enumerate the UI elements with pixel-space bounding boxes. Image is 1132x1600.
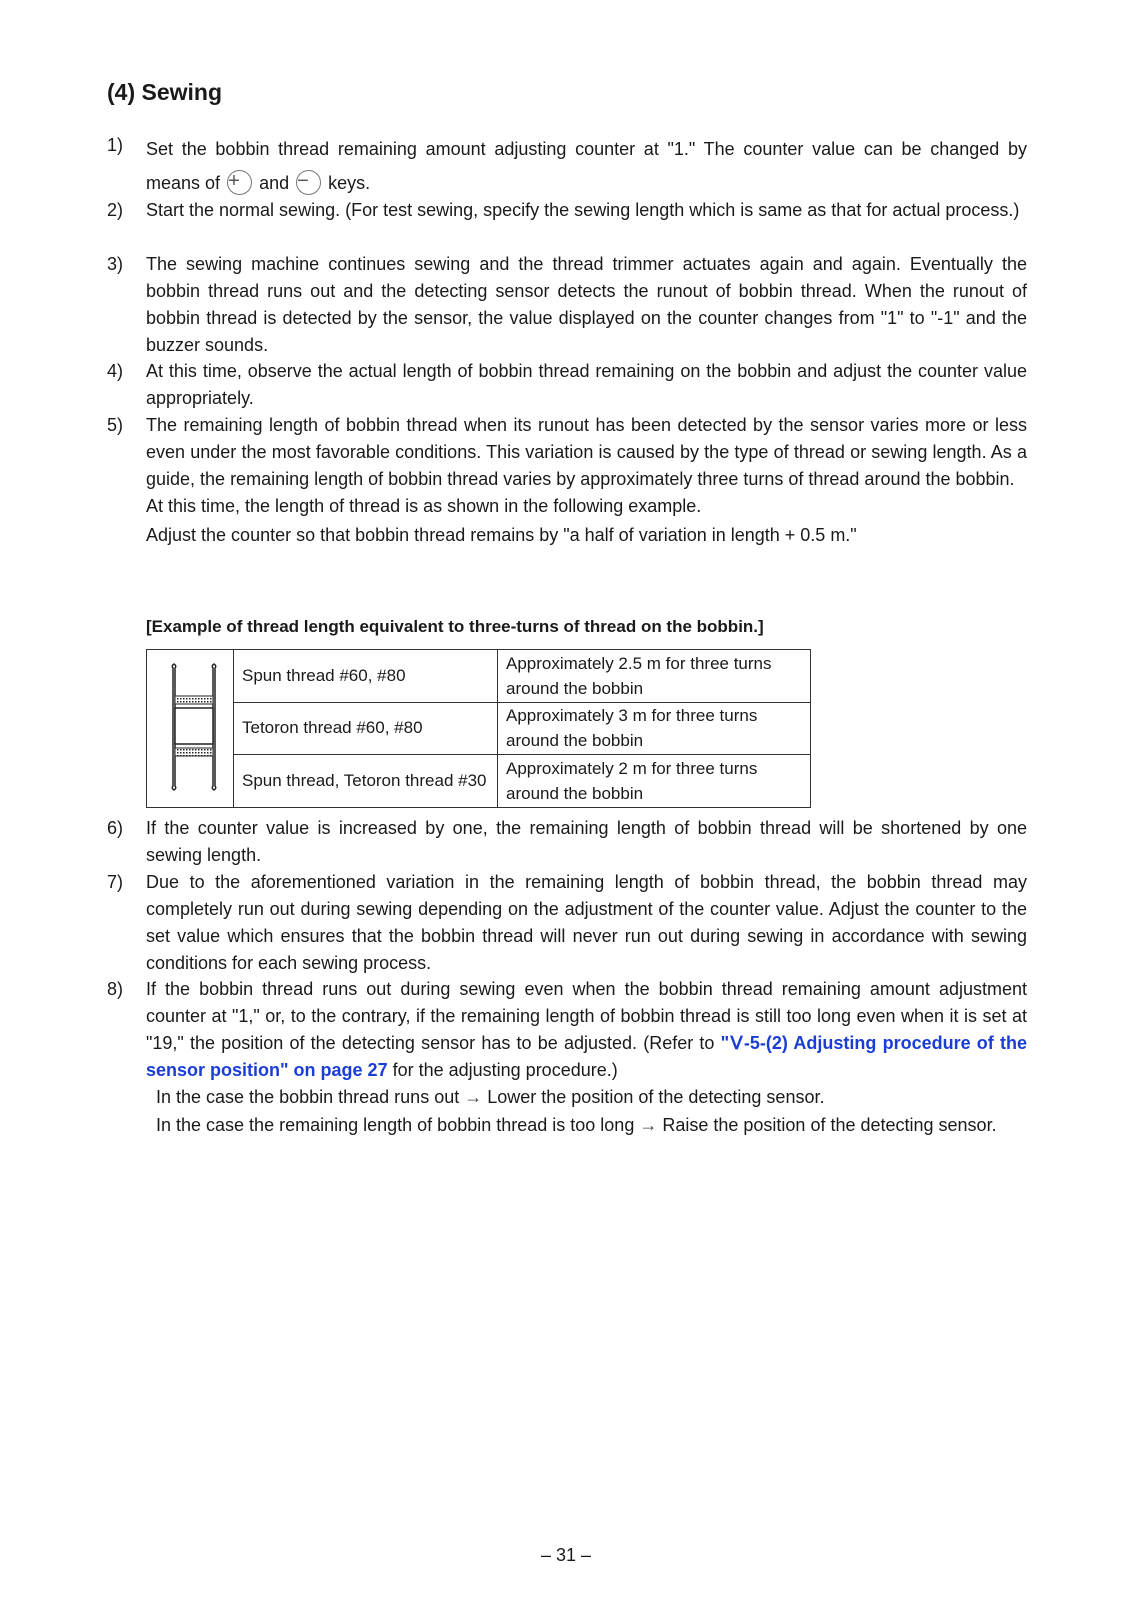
plus-key-icon: + [227, 170, 252, 195]
case-result: Raise the position of the detecting sensor. [662, 1115, 997, 1135]
step-number: 5) [107, 415, 124, 435]
step-5 [107, 412, 1027, 549]
table-row [147, 650, 811, 703]
page-number: – 31 – [540, 1545, 592, 1565]
step-number: 4) [107, 361, 124, 381]
case-text: In the case the remaining length of bobbin thread is too long [156, 1115, 635, 1135]
step-number: 6) [107, 818, 124, 838]
case-text: In the case the bobbin thread runs out [156, 1087, 460, 1107]
step-text: If the counter value is increased by one, the remaining length of bobbin thread will be shortened by one sewing length. [146, 818, 1027, 865]
step-number: 8) [107, 979, 124, 999]
thread-length-cell: Approximately 2.5 m for three turns around the bobbin [498, 650, 811, 703]
step-number: 1) [107, 135, 124, 155]
bobbin-image-cell [147, 650, 234, 808]
step-1 [107, 132, 1027, 200]
step-text: At this time, observe the actual length of bobbin thread remaining on the bobbin and adjust the counter value appropriately. [146, 361, 1027, 408]
case-too-long [156, 1112, 1046, 1139]
step-number: 3) [107, 254, 124, 274]
thread-type-cell: Spun thread #60, #80 [234, 650, 498, 703]
table-row [147, 702, 811, 755]
step-number: 7) [107, 872, 124, 892]
step-text: The remaining length of bobbin thread when its runout has been detected by the sensor varies more or less even under the most favorable conditions. This variation is caused by the type of thread or sewing length. As a guide, the remaining length of bobbin thread varies by approximately three turns of thread around the bobbin. [146, 415, 1027, 489]
section-heading: (4) Sewing [107, 79, 223, 105]
thread-length-cell: Approximately 3 m for three turns around the bobbin [498, 702, 811, 755]
right-arrow-icon: → [639, 1115, 658, 1135]
cross-reference-link[interactable]: "Ⅴ-5-(2) Adjusting procedure of the sensor position" on page 27 [146, 1033, 1027, 1080]
thread-type-cell: Spun thread, Tetoron thread #30 [234, 755, 498, 808]
step-text: Start the normal sewing. (For test sewing, specify the sewing length which is same as that for actual process.) [146, 200, 1020, 220]
step-8 [107, 976, 1027, 1084]
step-text: Set the bobbin thread remaining amount adjusting counter at "1." The counter value can be changed by means of [146, 139, 1027, 193]
step-text-wrapper [146, 976, 1027, 1084]
minus-key-icon: − [296, 170, 321, 195]
step-4 [107, 358, 1027, 412]
case-result: Lower the position of the detecting sensor. [487, 1087, 825, 1107]
step-6 [107, 815, 1027, 869]
step-text-adjust: Adjust the counter so that bobbin thread remains by "a half of variation in length + 0.5 m." [146, 525, 857, 545]
step-3 [107, 251, 1027, 359]
step-text-after: keys. [328, 173, 371, 193]
case-runs-out [156, 1084, 1046, 1111]
table-caption: [Example of thread length equivalent to three-turns of thread on the bobbin.] [146, 617, 764, 636]
table-row [147, 755, 811, 808]
step-number: 2) [107, 200, 124, 220]
right-arrow-icon: → [464, 1087, 483, 1107]
step-7 [107, 869, 1027, 977]
step-text-and: and [259, 173, 290, 193]
step-text: Due to the aforementioned variation in the remaining length of bobbin thread, the bobbin thread may completely run out during sewing depending on the adjustment of the counter value. Adjust the counter to the set value which ensures that the bobbin thread will never run out during sewing in accordance with sewing conditions for each sewing process. [146, 872, 1027, 973]
thread-type-cell: Tetoron thread #60, #80 [234, 702, 498, 755]
step-2 [107, 197, 1027, 224]
step-text-example: At this time, the length of thread is as shown in the following example. [146, 496, 702, 516]
step-text: The sewing machine continues sewing and the thread trimmer actuates again and again. Eventually the bobbin thread runs out and the detecting sensor detects the runout of bobbin thread. When the runout of bobbin thread is detected by the sensor, the value displayed on the counter changes from "1" to "-1" and the buzzer sounds. [146, 254, 1027, 355]
thread-length-table [146, 649, 811, 808]
bobbin-icon [147, 650, 233, 802]
step-text-end: for the adjusting procedure.) [392, 1060, 618, 1080]
step-text: If the bobbin thread runs out during sewing even when the bobbin thread remaining amount adjustment counter at "1," or, to the contrary, if the remaining length of bobbin thread is still too long even when it is set at "19," the position of the detecting sensor has to be adjusted. (Refer to [146, 979, 1027, 1053]
thread-length-cell: Approximately 2 m for three turns around the bobbin [498, 755, 811, 808]
